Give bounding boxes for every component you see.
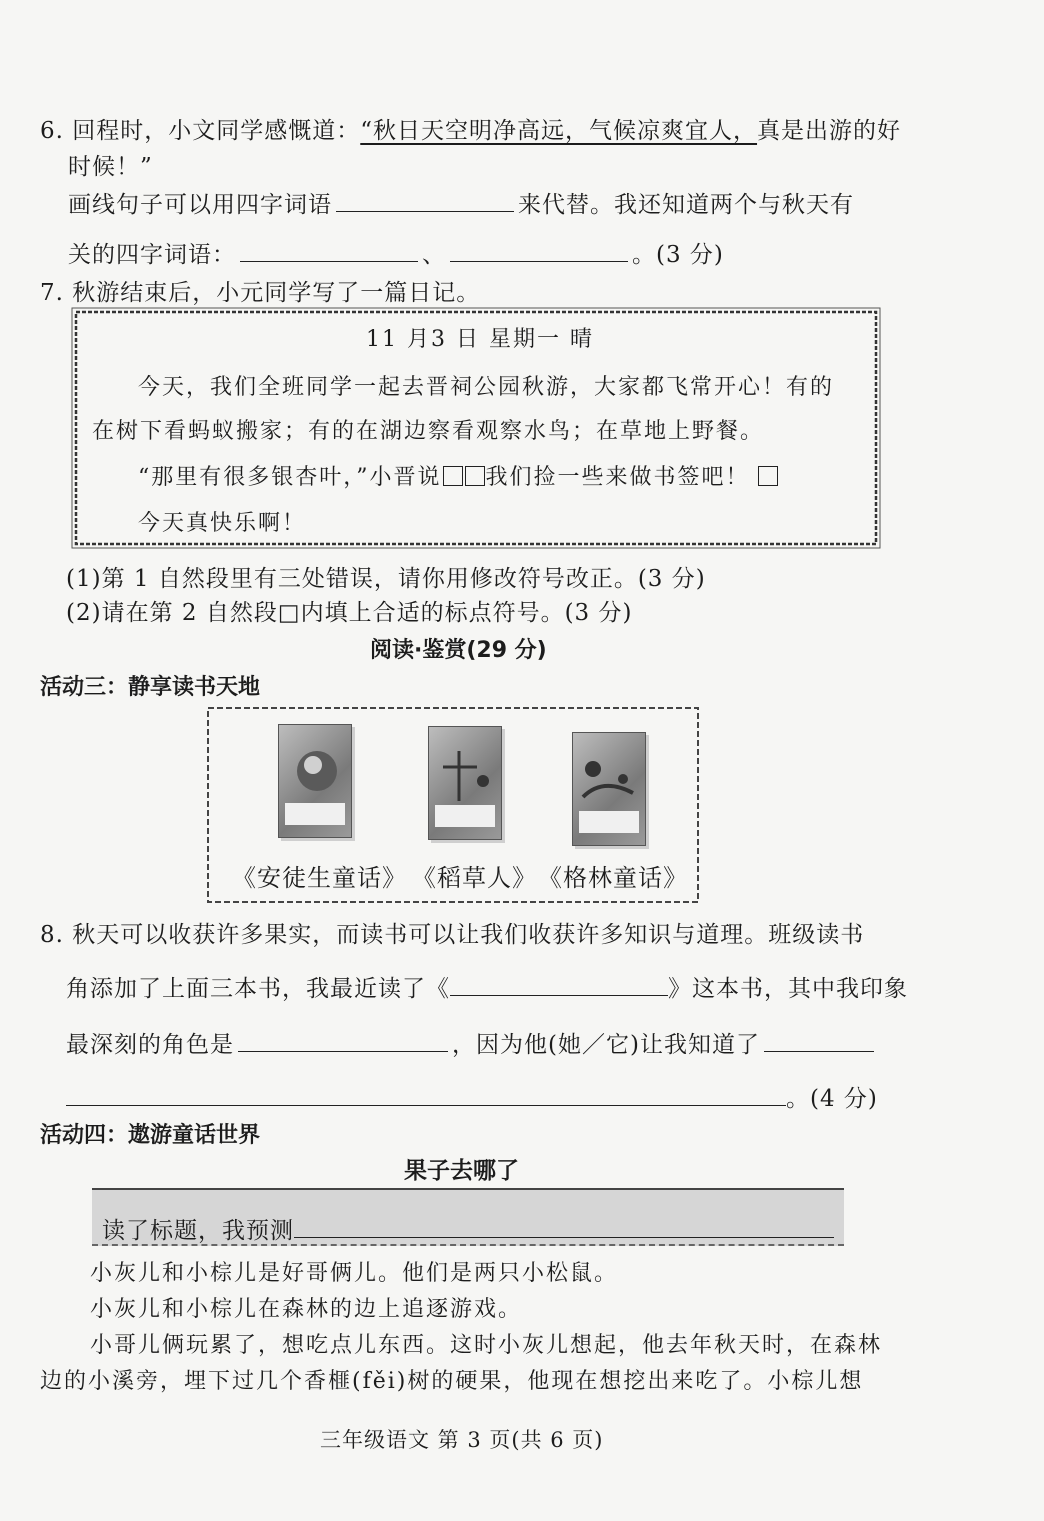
q8-line2-post: 》这本书，其中我印象 <box>668 976 908 1002</box>
book-cover-andersen <box>278 724 352 838</box>
q6-line4 <box>68 236 724 269</box>
book-title-1: 《安徒生童话》 <box>232 864 407 892</box>
book-label-1 <box>285 803 345 825</box>
q8-line2 <box>66 970 908 1003</box>
q8-line4-post: 。(4 分) <box>786 1086 878 1112</box>
q8-line3-pre: 最深刻的角色是 <box>66 1032 234 1058</box>
scarecrow-icon <box>429 741 501 811</box>
q6-rest: 真是出游的好 <box>757 118 902 144</box>
story-p1: 小灰儿和小棕儿是好哥俩儿。他们是两只小松鼠。 <box>90 1261 619 1286</box>
page-footer: 三年级语文 第 3 页(共 6 页) <box>320 1428 604 1452</box>
activity3-title: 活动三：静享读书天地 <box>40 675 261 700</box>
diary-date: 11 月3 日 星期一 晴 <box>366 327 594 352</box>
q6-underlined-quote: “秋日天空明净高远，气候凉爽宜人， <box>360 118 758 144</box>
book-illustration-icon <box>279 739 351 809</box>
q8-line1: 8. 秋天可以收获许多果实，而读书可以让我们收获许多知识与道理。班级读书 <box>40 922 865 948</box>
story-p3b: 边的小溪旁，埋下过几个香榧(fěi)树的硬果，他现在想挖出来吃了。小棕儿想 <box>40 1369 864 1394</box>
story-p3a: 小哥儿俩玩累了，想吃点儿东西。这时小灰儿想起，他去年秋天时，在森林 <box>90 1333 883 1358</box>
punct-box-3[interactable] <box>758 466 778 486</box>
prediction-label: 读了标题，我预测 <box>102 1218 294 1244</box>
q8-line4 <box>66 1080 878 1113</box>
q6-line3-pre: 画线句子可以用四字词语 <box>68 192 332 218</box>
diary-p1b: 在树下看蚂蚁搬家；有的在湖边察看观察水鸟；在草地上野餐。 <box>92 419 765 444</box>
diary-p2a: “那里有很多银杏叶，”小晋说 <box>138 465 442 490</box>
q6-line2: 时候！” <box>68 154 153 180</box>
punct-box-1[interactable] <box>443 466 463 486</box>
book-label-3 <box>579 811 639 833</box>
story-title: 果子去哪了 <box>404 1158 519 1184</box>
grimm-illustration-icon <box>573 747 645 817</box>
activity4-title: 活动四：遨游童话世界 <box>40 1123 261 1148</box>
q6-line4-post: 。(3 分) <box>632 242 724 268</box>
q8-line3-post: ，因为他(她／它)让我知道了 <box>452 1032 760 1058</box>
q8-reason-blank-1[interactable] <box>764 1050 874 1052</box>
q6-line4-mid: 、 <box>422 242 446 268</box>
book-title-2: 《稻草人》 <box>412 864 537 892</box>
q8-line2-pre: 角添加了上面三本书，我最近读了《 <box>66 976 450 1002</box>
q7-intro: 7. 秋游结束后，小元同学写了一篇日记。 <box>40 280 481 306</box>
q6-blank-3[interactable] <box>450 260 628 262</box>
q8-book-blank[interactable] <box>450 994 668 996</box>
prediction-line <box>102 1212 834 1245</box>
q6-blank-2[interactable] <box>240 260 418 262</box>
q7-sub1: (1)第 1 自然段里有三处错误，请你用修改符号改正。(3 分) <box>66 566 706 592</box>
q6-line3-post: 来代替。我还知道两个与秋天有 <box>518 192 854 218</box>
book-cover-grimm <box>572 732 646 846</box>
diary-p1a: 今天，我们全班同学一起去晋祠公园秋游，大家都飞常开心！有的 <box>138 375 835 400</box>
q8-reason-blank-2[interactable] <box>66 1104 786 1106</box>
book-cover-scarecrow <box>428 726 502 840</box>
book-label-2 <box>435 805 495 827</box>
prediction-blank[interactable] <box>294 1236 834 1238</box>
q6-line3 <box>68 186 854 219</box>
q6-prefix: 6. 回程时，小文同学感慨道： <box>40 118 361 144</box>
section-reading-title: 阅读·鉴赏(29 分) <box>370 638 547 663</box>
diary-p2 <box>138 460 778 491</box>
diary-p2b: 我们捡一些来做书签吧！ <box>485 465 750 490</box>
q8-line3 <box>66 1026 878 1059</box>
q6-blank-1[interactable] <box>336 210 514 212</box>
book-title-3: 《格林童话》 <box>538 864 688 892</box>
q7-sub2: (2)请在第 2 自然段□内填上合适的标点符号。(3 分) <box>66 600 633 626</box>
diary-p3: 今天真快乐啊！ <box>138 511 307 536</box>
story-p2: 小灰儿和小棕儿在森林的边上追逐游戏。 <box>90 1297 523 1322</box>
punct-box-2[interactable] <box>465 466 485 486</box>
q8-character-blank[interactable] <box>238 1050 448 1052</box>
q6-line1 <box>40 112 901 145</box>
q6-line4-pre: 关的四字词语： <box>68 242 236 268</box>
